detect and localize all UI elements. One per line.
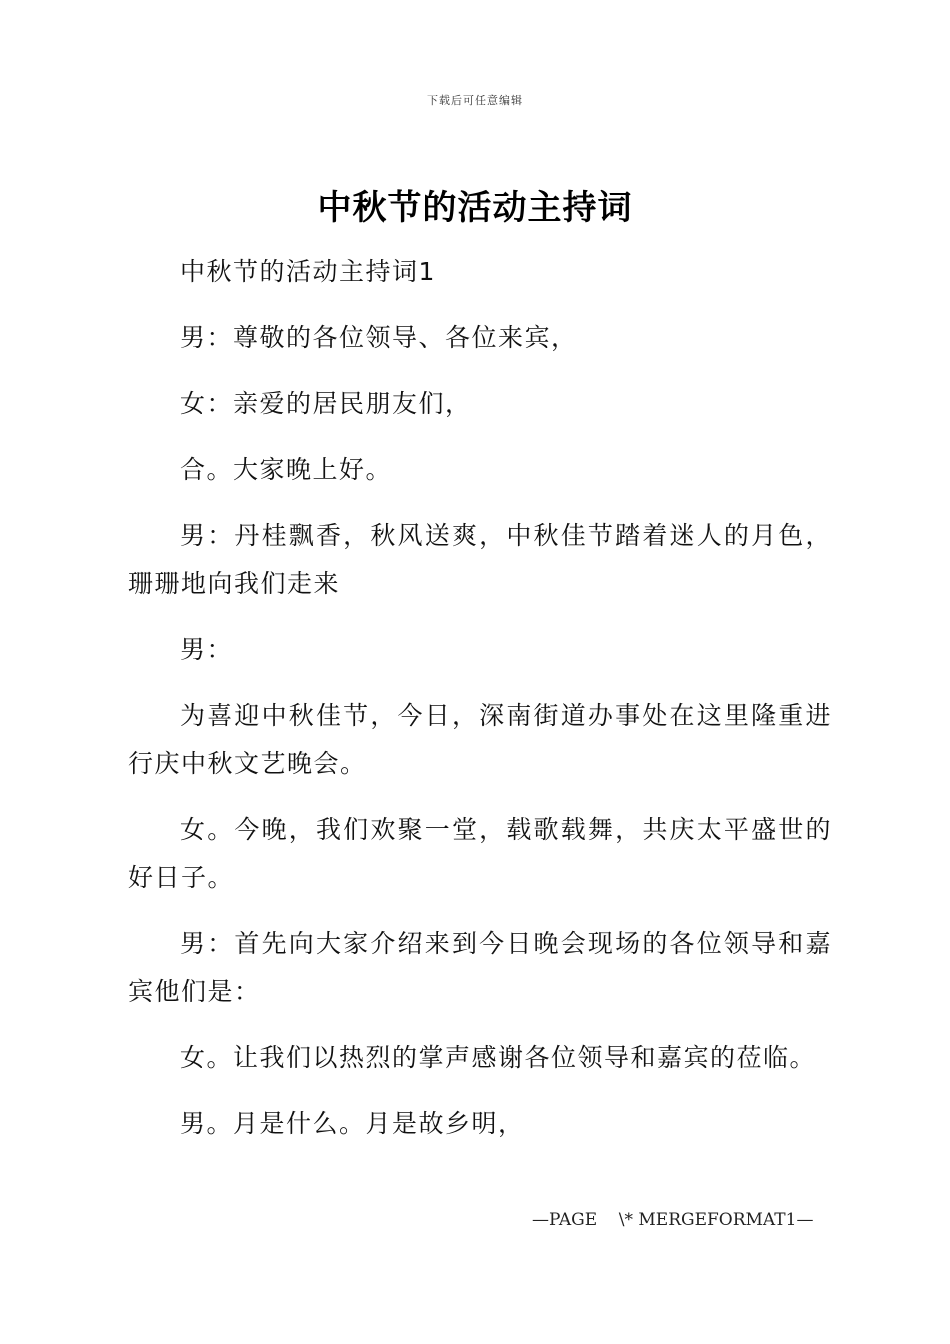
paragraph: 女。今晚，我们欢聚一堂，载歌载舞，共庆太平盛世的好日子。 xyxy=(128,815,832,892)
paragraph: 女。让我们以热烈的掌声感谢各位领导和嘉宾的莅临。 xyxy=(180,1043,817,1072)
paragraph: 男。月是什么。月是故乡明， xyxy=(180,1109,525,1138)
paragraph: 合。大家晚上好。 xyxy=(180,455,393,484)
header-note: 下载后可任意编辑 xyxy=(427,94,523,107)
paragraph: 中秋节的活动主持词1 xyxy=(180,257,436,286)
paragraph: 男：首先向大家介绍来到今日晚会现场的各位领导和嘉宾他们是： xyxy=(128,929,832,1006)
page-footer: —PAGE \* MERGEFORMAT1— xyxy=(532,1210,814,1230)
document-title: 中秋节的活动主持词 xyxy=(317,188,633,228)
paragraph: 女：亲爱的居民朋友们， xyxy=(180,389,472,418)
paragraph: 男： xyxy=(180,635,234,664)
paragraph: 男：丹桂飘香，秋风送爽，中秋佳节踏着迷人的月色，珊珊地向我们走来 xyxy=(128,521,832,598)
document-body xyxy=(128,248,832,1166)
paragraph: 为喜迎中秋佳节，今日，深南街道办事处在这里隆重进行庆中秋文艺晚会。 xyxy=(128,701,832,778)
paragraph: 男：尊敬的各位领导、各位来宾， xyxy=(180,323,578,352)
